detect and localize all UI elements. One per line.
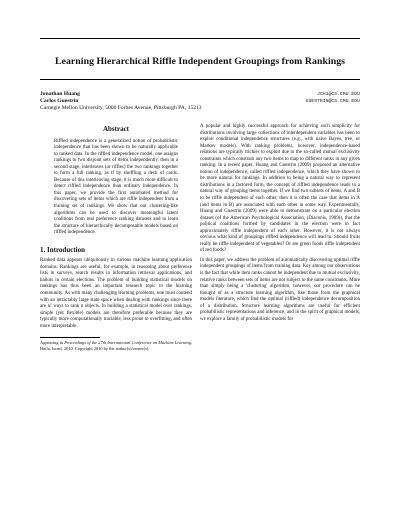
intro-paragraph: Ranked data appears ubiquitously in various machine learning application domains. Rankings are useful, for example, in reasoning about preference lists in surveys, search results in information retrieval applications, and ballots in certain elections. The problem of building statistical models on rankings has thus been an important research topic in the learning community. As with many challenging learning problems, one must contend with an intractably large state space when dealing with rankings since there are n! ways to rank n objects. In building a statistical model over rankings, simple (yet flexible) models are therefore preferable because they are typically more computationally tractable, less prone to overfitting, and often more interpretable. bbox=[40, 258, 192, 329]
top-rule bbox=[40, 38, 360, 39]
author-name: Carlos Guestrin bbox=[40, 98, 79, 104]
footnote bbox=[40, 340, 192, 351]
paper-title: Learning Hierarchical Riffle Independent Groupings from Rankings bbox=[54, 56, 346, 67]
affiliation: Carnegie Mellon University, 5000 Forbes Avenue, Pittsburgh PA, 15213 bbox=[40, 105, 202, 111]
author-block bbox=[40, 91, 360, 112]
author-email[interactable]: GUESTRIN@CS.CMU.EDU bbox=[305, 99, 360, 104]
title-rule bbox=[40, 79, 360, 80]
section-heading: 1. Introduction bbox=[40, 245, 85, 254]
author-row bbox=[40, 91, 360, 98]
author-row bbox=[40, 98, 360, 105]
body-paragraph: A popular and highly successful approach for achieving such simplicity for distributions involving large collections of interdependent variables has been to exploit conditional independence structures (e.g., with naive Bayes, tree, or Markov models). With ranking problems, however, independence-based relations are typically trickier to exploit due to the so-called mutual exclusivity constraints which constrain any two items to map to different ranks in any given ranking. In a recent paper, Huang and Guestrin (2009) proposed an alternative notion of independence, called riffled independence, which they have shown to be more natural for rankings. In addition to being a natural way to represent distributions in a factored form, the concept of riffled independence leads to a natural way of grouping items together. If we find two subsets of items, A and B to be riffle independent of each other, then it is often the case that items in A (and items in B) are associated with each other in some way. Experimentally, Huang and Guestrin (2009) were able to demonstrate on a particular election dataset (of the American Psychological Association, (Diaconis, 1989)), that the political coalitions formed by candidates in the election were in fact approximately riffle independent of each other. However, it is not always obvious what kind of groupings riffled independence will lead to. Should fruits really be riffle independent of vegetables? Or are green foods riffle independent of red foods? bbox=[200, 124, 360, 254]
right-column bbox=[200, 124, 360, 352]
footnote-rule bbox=[40, 337, 100, 338]
left-column bbox=[40, 126, 192, 352]
footnote-suffix: , Haifa, Israel, 2010. Copyright 2010 by the author(s)/owner(s). bbox=[40, 340, 192, 351]
two-column-body bbox=[40, 126, 360, 352]
footnote-venue: Proceedings of the 27th International Conference on Machine Learning bbox=[64, 340, 191, 346]
author-email[interactable]: JCH1@CS.CMU.EDU bbox=[317, 92, 360, 97]
body-paragraph: In this paper, we address the problem of automatically discovering optimal riffle independent groupings of items from training data. Key among our observations is the fact that while item ranks cannot be independent due to mutual exclusivity, relative ranks between sets of items are not subject to the same constraints. More than simply being a 'clustering' algorithm, however, our procedure can be thought of as a structure learning algorithm, like those from the graphical models literature, which find the optimal (riffled) independence decomposition of a distribution. Structure learning algorithms are useful for efficient probabilistic representations and inference, and in the spirit of graphical models, we explore a family of probabilistic models for bbox=[200, 257, 360, 322]
abstract-heading: Abstract bbox=[102, 125, 130, 133]
abstract-text: Riffled independence is a generalized notion of probabilistic independence that has been shown to be naturally applicable to ranked data. In the riffled independence model, one assigns rankings to two disjoint sets of items independently, then in a second stage, interleaves (or riffles) the two rankings together to form a full ranking, as if by shuffling a deck of cards. Because of this interleaving stage, it is much more difficult to detect riffled independence than ordinary independence. In this paper, we provide the first automated method for discovering sets of items which are riffle independent from a training set of rankings. We show that our clustering-like algorithms can be used to discover meaningful latent coalitions from real preference ranking datasets and to learn the structure of hierarchically decomposable models based on riffled independence. bbox=[54, 138, 178, 236]
footnote-prefix: Appearing in bbox=[40, 340, 65, 346]
author-name: Jonathan Huang bbox=[40, 91, 80, 97]
